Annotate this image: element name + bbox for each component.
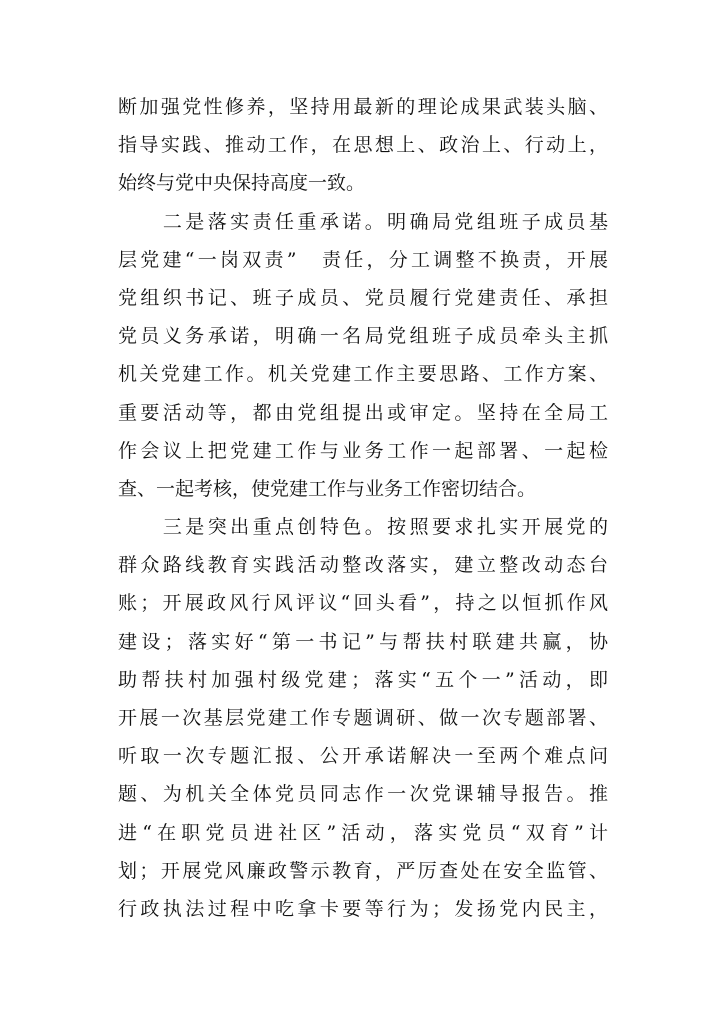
text-line: 建设；落实好“第一书记”与帮扶村联建共赢，协 — [118, 630, 608, 653]
body-text — [118, 88, 608, 928]
text-line: 开展一次基层党建工作专题调研、做一次专题部署、 — [118, 707, 608, 729]
text-line: 进“在职党员进社区”活动，落实党员“双育”计 — [118, 821, 608, 844]
text-line: 行政执法过程中吃拿卡要等行为；发扬党内民主， — [118, 897, 608, 920]
text-line: 群众路线教育实践活动整改落实，建立整改动态台 — [118, 554, 608, 577]
text-line: 党员义务承诺，明确一名局党组班子成员牵头主抓 — [118, 325, 608, 348]
text-line: 听取一次专题汇报、公开承诺解决一至两个难点问 — [118, 745, 608, 768]
text-line: 党组织书记、班子成员、党员履行党建责任、承担 — [118, 286, 608, 309]
text-line: 重要活动等，都由党组提出或审定。坚持在全局工 — [118, 401, 608, 424]
text-line: 作会议上把党建工作与业务工作一起部署、一起检 — [118, 439, 608, 462]
text-line: 题、为机关全体党员同志作一次党课辅导报告。推 — [118, 783, 608, 806]
text-line: 指导实践、推动工作，在思想上、政治上、行动上， — [118, 134, 608, 157]
text-line: 助帮扶村加强村级党建；落实“五个一”活动，即 — [118, 668, 608, 691]
text-line: 三是突出重点创特色。按照要求扎实开展党的 — [118, 516, 608, 539]
text-line: 层党建“一岗双责” 责任，分工调整不换责，开展 — [118, 248, 608, 271]
text-line: 机关党建工作。机关党建工作主要思路、工作方案、 — [118, 363, 608, 386]
text-line: 始终与党中央保持高度一致。 — [118, 172, 366, 195]
text-line: 划；开展党风廉政警示教育，严厉查处在安全监管、 — [118, 859, 608, 882]
text-line: 查、一起考核，使党建工作与业务工作密切结合。 — [118, 477, 537, 500]
text-line: 二是落实责任重承诺。明确局党组班子成员基 — [118, 210, 608, 233]
text-line: 账；开展政风行风评议“回头看”，持之以恒抓作风 — [118, 592, 608, 615]
text-line: 断加强党性修养，坚持用最新的理论成果武装头脑、 — [118, 96, 608, 118]
